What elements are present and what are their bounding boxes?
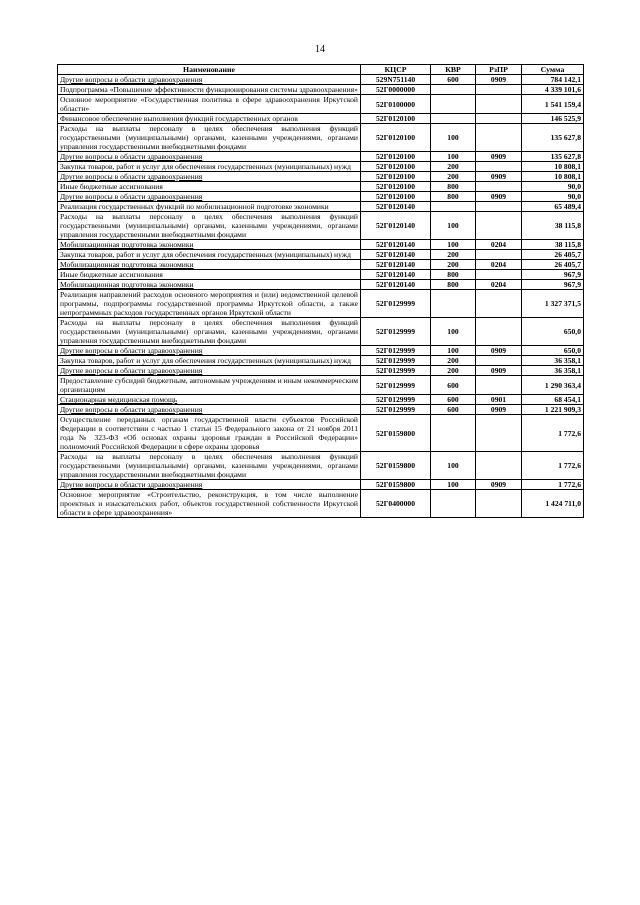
cell-code: 52Г0120140	[361, 202, 431, 212]
header-sum: Сумма	[522, 65, 584, 75]
cell-rzpr	[476, 250, 522, 260]
cell-name: Расходы на выплаты персоналу в целях обеспечения выполнения функций государственными (муниципальными) органами, казенными учреждениями, органами управления государственными внебюджетными фондами	[58, 318, 361, 346]
cell-code: 52Г0159800	[361, 480, 431, 490]
cell-code: 52Г0120140	[361, 280, 431, 290]
cell-kvr: 600	[431, 395, 476, 405]
cell-name: Другие вопросы в области здравоохранения	[58, 346, 361, 356]
cell-kvr: 200	[431, 260, 476, 270]
cell-code: 52Г0120140	[361, 240, 431, 250]
table-row	[58, 172, 584, 182]
cell-sum: 4 339 101,6	[522, 85, 584, 95]
cell-sum: 650,0	[522, 346, 584, 356]
table-row	[58, 114, 584, 124]
cell-sum: 1 424 711,0	[522, 490, 584, 518]
cell-kvr: 200	[431, 162, 476, 172]
cell-name: Закупка товаров, работ и услуг для обеспечения государственных (муниципальных) нужд	[58, 162, 361, 172]
cell-rzpr	[476, 202, 522, 212]
cell-sum: 146 525,9	[522, 114, 584, 124]
cell-rzpr	[476, 182, 522, 192]
cell-code: 52Г0000000	[361, 85, 431, 95]
header-kvr: КВР	[431, 65, 476, 75]
cell-kvr: 100	[431, 152, 476, 162]
cell-rzpr: 0909	[476, 405, 522, 415]
cell-name: Расходы на выплаты персоналу в целях обеспечения выполнения функций государственными (муниципальными) органами, казенными учреждениями, органами управления государственными внебюджетными фондами	[58, 452, 361, 480]
cell-name: Осуществление переданных органам государственной власти субъектов Российской Федерации в соответствии с частью 1 статьи 15 Федерального закона от 21 ноября 2011 года № 323-ФЗ «Об основах охраны здоровья граждан в Российской Федерации» полномочий Российской Федерации в сфере охраны здоровья	[58, 415, 361, 452]
cell-kvr: 200	[431, 250, 476, 260]
budget-table	[57, 64, 584, 518]
table-row	[58, 162, 584, 172]
cell-sum: 967,9	[522, 280, 584, 290]
page-number: 14	[315, 44, 325, 55]
cell-rzpr: 0204	[476, 280, 522, 290]
cell-sum: 68 454,1	[522, 395, 584, 405]
cell-rzpr: 0204	[476, 260, 522, 270]
cell-name: Закупка товаров, работ и услуг для обеспечения государственных (муниципальных) нужд	[58, 250, 361, 260]
cell-rzpr: 0909	[476, 366, 522, 376]
cell-rzpr	[476, 85, 522, 95]
table-row	[58, 202, 584, 212]
cell-sum: 1 772,6	[522, 415, 584, 452]
header-code: КЦСР	[361, 65, 431, 75]
cell-sum: 26 405,7	[522, 250, 584, 260]
cell-sum: 1 541 159,4	[522, 95, 584, 114]
cell-code: 52Г0129999	[361, 290, 431, 318]
cell-sum: 26 405,7	[522, 260, 584, 270]
cell-code: 52Г0120140	[361, 260, 431, 270]
cell-name: Предоставление субсидий бюджетным, автономным учреждениям и иным некоммерческим организациям	[58, 376, 361, 395]
cell-code: 52Г0120100	[361, 192, 431, 202]
cell-sum: 38 115,8	[522, 240, 584, 250]
cell-kvr	[431, 114, 476, 124]
cell-name: Другие вопросы в области здравоохранения	[58, 192, 361, 202]
cell-name: Другие вопросы в области здравоохранения	[58, 75, 361, 85]
cell-rzpr: 0909	[476, 75, 522, 85]
cell-rzpr	[476, 95, 522, 114]
header-rzpr: РзПР	[476, 65, 522, 75]
cell-kvr: 100	[431, 318, 476, 346]
cell-kvr	[431, 415, 476, 452]
cell-kvr	[431, 290, 476, 318]
cell-code: 52Г0129999	[361, 395, 431, 405]
cell-kvr: 100	[431, 212, 476, 240]
table-row	[58, 280, 584, 290]
table-row	[58, 182, 584, 192]
cell-name: Расходы на выплаты персоналу в целях обеспечения выполнения функций государственными (муниципальными) органами, казенными учреждениями, органами управления государственными внебюджетными фондами	[58, 124, 361, 152]
cell-sum: 784 142,1	[522, 75, 584, 85]
cell-kvr: 100	[431, 480, 476, 490]
cell-name: Подпрограмма «Повышение эффективности функционирования системы здравоохранения»	[58, 85, 361, 95]
table-row	[58, 95, 584, 114]
cell-rzpr	[476, 290, 522, 318]
cell-sum: 90,0	[522, 182, 584, 192]
cell-kvr: 200	[431, 172, 476, 182]
cell-code: 52Г0129999	[361, 318, 431, 346]
cell-name: Мобилизационная подготовка экономики	[58, 240, 361, 250]
cell-code: 52Г0159800	[361, 452, 431, 480]
cell-name: Мобилизационная подготовка экономики	[58, 280, 361, 290]
cell-kvr: 100	[431, 452, 476, 480]
table-row	[58, 318, 584, 346]
cell-sum: 36 358,1	[522, 366, 584, 376]
cell-code: 52Г0120140	[361, 250, 431, 260]
cell-kvr: 600	[431, 376, 476, 395]
table-row	[58, 415, 584, 452]
cell-code: 52Г0129999	[361, 366, 431, 376]
table-row	[58, 480, 584, 490]
cell-rzpr: 0909	[476, 480, 522, 490]
cell-name: Расходы на выплаты персоналу в целях обеспечения выполнения функций государственными (муниципальными) органами, казенными учреждениями, органами управления государственными внебюджетными фондами	[58, 212, 361, 240]
cell-name: Стационарная медицинская помощь	[58, 395, 361, 405]
cell-rzpr: 0909	[476, 172, 522, 182]
cell-name: Основное мероприятие «Государственная политика в сфере здравоохранения Иркутской области»	[58, 95, 361, 114]
cell-code: 52Г0120100	[361, 172, 431, 182]
cell-code: 52Г0120100	[361, 124, 431, 152]
table-row	[58, 152, 584, 162]
cell-sum: 1 327 371,5	[522, 290, 584, 318]
cell-rzpr	[476, 124, 522, 152]
cell-name: Другие вопросы в области здравоохранения	[58, 366, 361, 376]
cell-sum: 135 627,8	[522, 124, 584, 152]
cell-name: Мобилизационная подготовка экономики	[58, 260, 361, 270]
cell-name: Основное мероприятие «Строительство, реконструкция, в том числе выполнение проектных и изыскательских работ, объектов государственной собственности Иркутской области в сфере здравоохранения»	[58, 490, 361, 518]
cell-name: Другие вопросы в области здравоохранения	[58, 405, 361, 415]
cell-rzpr	[476, 376, 522, 395]
cell-kvr: 200	[431, 356, 476, 366]
table-row	[58, 395, 584, 405]
cell-name: Другие вопросы в области здравоохранения	[58, 172, 361, 182]
cell-kvr	[431, 202, 476, 212]
cell-code: 52Г0120100	[361, 182, 431, 192]
cell-sum: 65 489,4	[522, 202, 584, 212]
cell-code: 52Г0129999	[361, 356, 431, 366]
cell-name: Иные бюджетные ассигнования	[58, 270, 361, 280]
table-body	[58, 75, 584, 518]
table-row	[58, 405, 584, 415]
cell-code: 52Г0120140	[361, 212, 431, 240]
cell-code: 52Г0129999	[361, 376, 431, 395]
cell-sum: 36 358,1	[522, 356, 584, 366]
cell-sum: 1 221 909,3	[522, 405, 584, 415]
cell-rzpr	[476, 162, 522, 172]
cell-kvr: 200	[431, 366, 476, 376]
table-row	[58, 452, 584, 480]
cell-kvr	[431, 95, 476, 114]
table-row	[58, 290, 584, 318]
cell-code: 52Г0159800	[361, 415, 431, 452]
cell-kvr: 800	[431, 280, 476, 290]
cell-rzpr: 0901	[476, 395, 522, 405]
cell-rzpr: 0909	[476, 152, 522, 162]
cell-kvr: 800	[431, 192, 476, 202]
cell-name: Реализация направлений расходов основного мероприятия и (или) ведомственной целевой программы, подпрограммы государственной программы Иркутской области, а также непрограммных расходов государственных органов Иркутской области	[58, 290, 361, 318]
cell-code: 52Г0120100	[361, 152, 431, 162]
table-row	[58, 75, 584, 85]
cell-rzpr: 0204	[476, 240, 522, 250]
cell-code: 52Г0100000	[361, 95, 431, 114]
cell-sum: 38 115,8	[522, 212, 584, 240]
cell-sum: 967,9	[522, 270, 584, 280]
table-row	[58, 490, 584, 518]
table-row	[58, 376, 584, 395]
cell-name: Реализация государственных функций по мобилизационной подготовке экономики	[58, 202, 361, 212]
cell-sum: 1 772,6	[522, 480, 584, 490]
cell-sum: 10 808,1	[522, 172, 584, 182]
cell-sum: 1 772,6	[522, 452, 584, 480]
cell-rzpr	[476, 356, 522, 366]
cell-rzpr: 0909	[476, 192, 522, 202]
cell-name: Финансовое обеспечение выполнения функций государственных органов	[58, 114, 361, 124]
table-row	[58, 366, 584, 376]
cell-kvr: 600	[431, 75, 476, 85]
table-row	[58, 124, 584, 152]
cell-code: 52Г0120100	[361, 162, 431, 172]
cell-code: 52Г0129999	[361, 346, 431, 356]
table-row	[58, 356, 584, 366]
cell-kvr: 100	[431, 346, 476, 356]
table-row	[58, 260, 584, 270]
cell-rzpr	[476, 270, 522, 280]
cell-rzpr	[476, 114, 522, 124]
cell-code: 52Г0120140	[361, 270, 431, 280]
table-row	[58, 270, 584, 280]
cell-kvr: 800	[431, 182, 476, 192]
table-row	[58, 240, 584, 250]
cell-kvr: 100	[431, 124, 476, 152]
cell-rzpr	[476, 415, 522, 452]
cell-name: Другие вопросы в области здравоохранения	[58, 480, 361, 490]
cell-sum: 10 808,1	[522, 162, 584, 172]
cell-kvr: 800	[431, 270, 476, 280]
table-header-row	[58, 65, 584, 75]
cell-sum: 90,0	[522, 192, 584, 202]
table-row	[58, 85, 584, 95]
cell-rzpr	[476, 318, 522, 346]
table-row	[58, 212, 584, 240]
table-row	[58, 346, 584, 356]
cell-name: Закупка товаров, работ и услуг для обеспечения государственных (муниципальных) нужд	[58, 356, 361, 366]
cell-name: Иные бюджетные ассигнования	[58, 182, 361, 192]
cell-kvr: 600	[431, 405, 476, 415]
cell-kvr: 100	[431, 240, 476, 250]
cell-code: 52Г0400000	[361, 490, 431, 518]
cell-kvr	[431, 85, 476, 95]
table-row	[58, 250, 584, 260]
cell-rzpr	[476, 212, 522, 240]
cell-code: 529N751140	[361, 75, 431, 85]
cell-code: 52Г0120100	[361, 114, 431, 124]
cell-sum: 1 290 363,4	[522, 376, 584, 395]
cell-code: 52Г0129999	[361, 405, 431, 415]
cell-sum: 650,0	[522, 318, 584, 346]
cell-rzpr: 0909	[476, 346, 522, 356]
cell-name: Другие вопросы в области здравоохранения	[58, 152, 361, 162]
header-name: Наименование	[58, 65, 361, 75]
cell-kvr	[431, 490, 476, 518]
table-row	[58, 192, 584, 202]
cell-rzpr	[476, 452, 522, 480]
cell-rzpr	[476, 490, 522, 518]
cell-sum: 135 627,8	[522, 152, 584, 162]
